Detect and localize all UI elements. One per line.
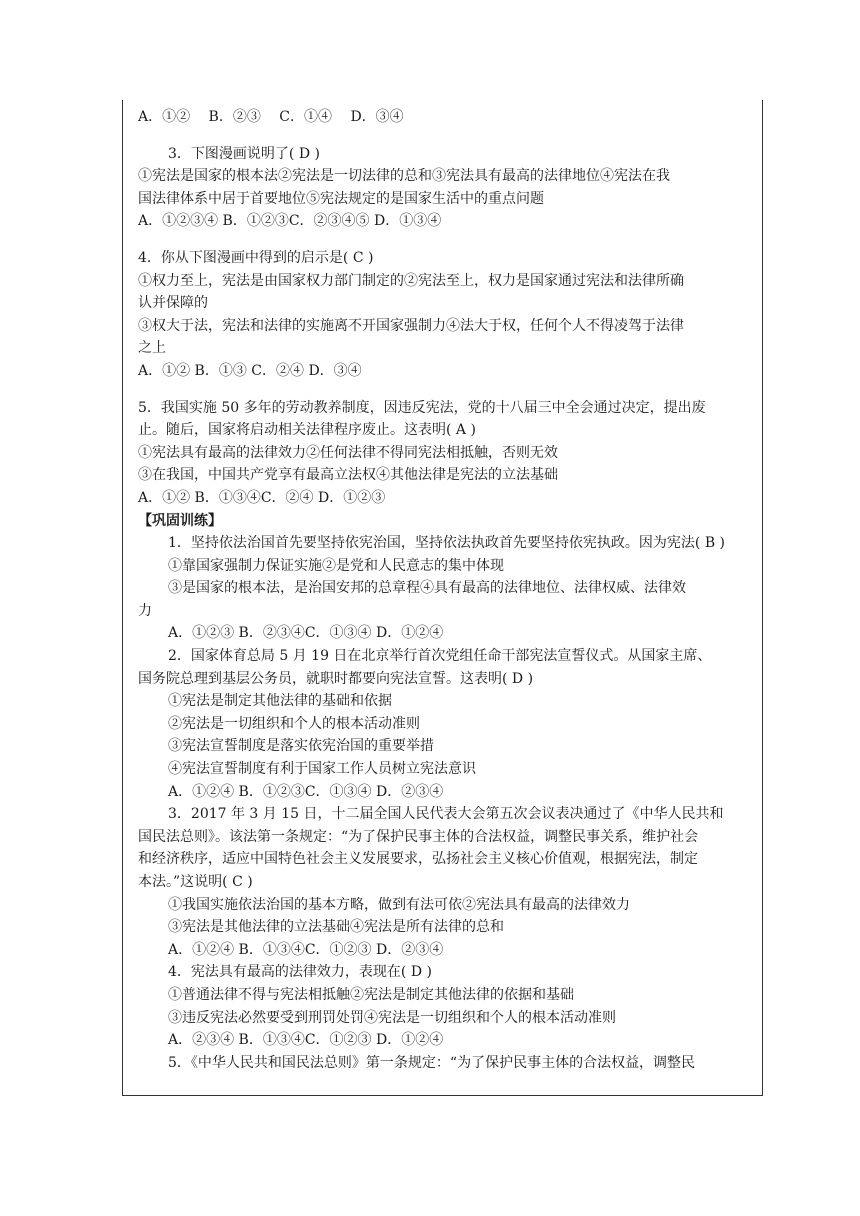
practice-2-statement: ④宪法宣誓制度有利于国家工作人员树立宪法意识 bbox=[168, 761, 476, 778]
question-5-statement: ①宪法具有最高的法律效力②任何法律不得同宪法相抵触，否则无效 bbox=[138, 444, 558, 461]
practice-3-stem: 和经济秩序，适应中国特色社会主义发展要求，弘扬社会主义核心价值观，根据宪法，制定 bbox=[138, 851, 698, 868]
question-4-statement: 之上 bbox=[138, 340, 166, 357]
practice-2-statement: ①宪法是制定其他法律的基础和依据 bbox=[168, 693, 392, 710]
practice-1-statement: ①靠国家强制力保证实施②是党和人民意志的集中体现 bbox=[168, 557, 504, 574]
practice-5-stem: 5．《中华人民共和国民法总则》第一条规定：“为了保护民事主体的合法权益，调整民 bbox=[168, 1054, 696, 1071]
question-5-stem: 5．我国实施 50 多年的劳动教养制度，因违反宪法，党的十八届三中全会通过决定，提出废 bbox=[138, 399, 706, 416]
question-4-statement: 认并保障的 bbox=[138, 295, 208, 312]
practice-3-options: A．①②④ B．①③④C．①②③ D．②③④ bbox=[168, 941, 444, 958]
practice-2-stem: 国务院总理到基层公务员，就职时都要向宪法宣誓。这表明( D ) bbox=[138, 670, 534, 687]
practice-1-options: A．①②③ B．②③④C．①③④ D．①②④ bbox=[168, 625, 444, 642]
question-4-options: A．①② B．①③ C．②④ D．③④ bbox=[138, 362, 362, 379]
section-title: 【巩固训练】 bbox=[138, 512, 222, 529]
practice-2-statement: ②宪法是一切组织和个人的根本活动准则 bbox=[168, 715, 420, 732]
question-5-stem: 止。随后，国家将启动相关法律程序废止。这表明( A ) bbox=[138, 422, 476, 439]
practice-4-statement: ①普通法律不得与宪法相抵触②宪法是制定其他法律的依据和基础 bbox=[168, 986, 574, 1003]
question-4-statement: ③权大于法，宪法和法律的实施离不开国家强制力④法大于权，任何个人不得凌驾于法律 bbox=[138, 317, 684, 334]
question-4-statement: ①权力至上，宪法是由国家权力部门制定的②宪法至上，权力是国家通过宪法和法律所确 bbox=[138, 272, 684, 289]
worksheet-content bbox=[138, 106, 750, 1074]
practice-3-stem: 国民法总则》。该法第一条规定：“为了保护民事主体的合法权益，调整民事关系，维护社会 bbox=[138, 828, 699, 845]
question-5-statement: ③在我国，中国共产党享有最高立法权④其他法律是宪法的立法基础 bbox=[138, 467, 558, 484]
previous-question-options: A．①② B．②③ C．①④ D．③④ bbox=[138, 109, 404, 125]
question-4-stem: 4．你从下图漫画中得到的启示是( C ) bbox=[138, 249, 374, 266]
practice-1-statement: 力 bbox=[138, 602, 152, 619]
practice-2-options: A．①②④ B．①②③C．①③④ D．②③④ bbox=[168, 783, 444, 800]
question-3-statement: 国法律体系中居于首要地位⑤宪法规定的是国家生活中的重点问题 bbox=[138, 190, 544, 207]
practice-3-statement: ③宪法是其他法律的立法基础④宪法是所有法律的总和 bbox=[168, 919, 504, 936]
practice-1-stem: 1．坚持依法治国首先要坚持依宪治国，坚持依法执政首先要坚持依宪执政。因为宪法( B ) bbox=[168, 535, 726, 552]
practice-2-statement: ③宪法宣誓制度是落实依宪治国的重要举措 bbox=[168, 738, 434, 755]
practice-4-statement: ③违反宪法必然要受到刑罚处罚④宪法是一切组织和个人的根本活动准则 bbox=[168, 1009, 616, 1026]
practice-3-stem: 3．2017 年 3 月 15 日，十二届全国人民代表大会第五次会议表决通过了《中华人民共和 bbox=[168, 806, 724, 823]
practice-4-stem: 4．宪法具有最高的法律效力，表现在( D ) bbox=[168, 964, 432, 981]
practice-3-statement: ①我国实施依法治国的基本方略，做到有法可依②宪法具有最高的法律效力 bbox=[168, 896, 630, 913]
practice-3-stem: 本法。”这说明( C ) bbox=[138, 874, 253, 890]
practice-4-options: A．②③④ B．①③④C．①②③ D．①②④ bbox=[168, 1032, 444, 1049]
question-5-options: A．①② B．①③④C．②④ D．①②③ bbox=[138, 489, 386, 506]
practice-1-statement: ③是国家的根本法，是治国安邦的总章程④具有最高的法律地位、法律权威、法律效 bbox=[168, 580, 686, 597]
practice-2-stem: 2．国家体育总局 5 月 19 日在北京举行首次党组任命干部宪法宣誓仪式。从国家主席、 bbox=[168, 648, 712, 665]
question-3-statement: ①宪法是国家的根本法②宪法是一切法律的总和③宪法具有最高的法律地位④宪法在我 bbox=[138, 168, 670, 185]
question-3-stem: 3．下图漫画说明了( D ) bbox=[168, 145, 320, 162]
question-3-options: A．①②③④ B．①②③C．②③④⑤ D．①③④ bbox=[138, 213, 442, 230]
